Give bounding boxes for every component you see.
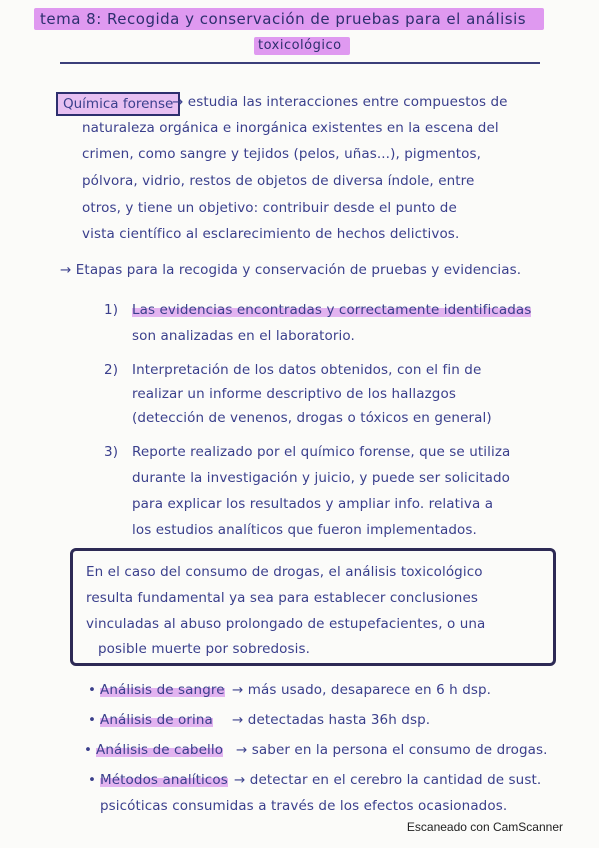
bullet-4-text: → detectar en el cerebro la cantidad de sust.	[234, 772, 542, 788]
etapa-2-line-1: Interpretación de los datos obtenidos, con el fin de	[132, 362, 482, 378]
bullet-4-extra: psicóticas consumidas a través de los efectos ocasionados.	[100, 798, 508, 814]
etapa-1-line-1: Las evidencias encontradas y correctamente identificadas	[132, 302, 532, 318]
callout-line-3: vinculadas al abuso prolongado de estupefacientes, o una	[86, 616, 486, 632]
etapa-3-line-1: Reporte realizado por el químico forense, que se utiliza	[132, 444, 511, 460]
bullet-dot-4: •	[88, 772, 97, 788]
etapa-1-num: 1)	[104, 302, 119, 318]
title-underline	[60, 62, 540, 64]
etapa-1-line-2: son analizadas en el laboratorio.	[132, 328, 355, 344]
intro-line-6: vista científico al esclarecimiento de hechos delictivos.	[82, 226, 460, 242]
etapa-2-line-3: (detección de venenos, drogas o tóxicos en general)	[132, 410, 492, 426]
etapas-heading: → Etapas para la recogida y conservación de pruebas y evidencias.	[60, 262, 522, 278]
scanner-watermark: Escaneado con CamScanner	[406, 820, 563, 834]
etapa-3-line-4: los estudios analíticos que fueron implementados.	[132, 522, 477, 538]
bullet-dot-1: •	[88, 682, 97, 698]
callout-line-1: En el caso del consumo de drogas, el análisis toxicológico	[86, 564, 483, 580]
etapa-2-line-2: realizar un informe descriptivo de los hallazgos	[132, 386, 456, 402]
etapa-2-num: 2)	[104, 362, 119, 378]
bullet-1-text: → más usado, desaparece en 6 h dsp.	[232, 682, 492, 698]
etapa-3-num: 3)	[104, 444, 119, 460]
bullet-3-label: Análisis de cabello	[96, 742, 224, 758]
intro-line-3: crimen, como sangre y tejidos (pelos, uñas...), pigmentos,	[82, 146, 482, 162]
bullet-1-label: Análisis de sangre	[100, 682, 225, 698]
bullet-dot-3: •	[84, 742, 93, 758]
bullet-3-text: → saber en la persona el consumo de drogas.	[236, 742, 548, 758]
quimica-forense-box: Química forense	[56, 92, 180, 116]
callout-line-2: resulta fundamental ya sea para establecer conclusiones	[86, 590, 479, 606]
intro-line-4: pólvora, vidrio, restos de objetos de diversa índole, entre	[82, 173, 475, 189]
intro-line-2: naturaleza orgánica e inorgánica existentes en la escena del	[82, 120, 499, 136]
bullet-2-label: Análisis de orina	[100, 712, 213, 728]
page-title-line1: tema 8: Recogida y conservación de pruebas para el análisis	[40, 10, 527, 28]
etapa-3-line-3: para explicar los resultados y ampliar info. relativa a	[132, 496, 494, 512]
bullet-4-label: Métodos analíticos	[100, 772, 228, 788]
intro-line-1: → estudia las interacciones entre compuestos de	[172, 94, 508, 110]
callout-line-4: posible muerte por sobredosis.	[98, 641, 311, 657]
etapa-3-line-2: durante la investigación y juicio, y puede ser solicitado	[132, 470, 510, 486]
bullet-dot-2: •	[88, 712, 97, 728]
intro-line-5: otros, y tiene un objetivo: contribuir desde el punto de	[82, 200, 457, 216]
page-title-line2: toxicológico	[258, 38, 342, 53]
bullet-2-text: → detectadas hasta 36h dsp.	[232, 712, 431, 728]
